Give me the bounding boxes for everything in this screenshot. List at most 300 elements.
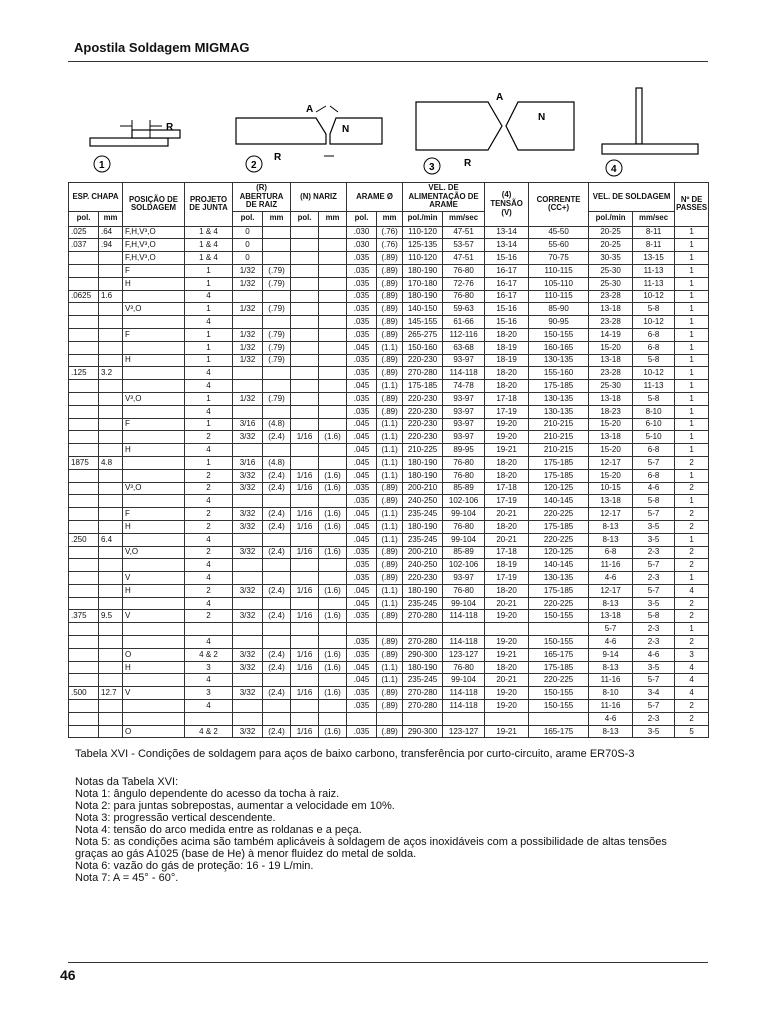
table-cell	[319, 392, 347, 405]
table-cell: .035	[347, 610, 377, 623]
table-cell: (1.6)	[319, 482, 347, 495]
table-cell: 13-18	[589, 354, 633, 367]
table-cell: 18-23	[589, 405, 633, 418]
table-cell: 270-280	[403, 610, 443, 623]
table-cell: (2.4)	[263, 610, 291, 623]
table-cell: 3	[675, 648, 709, 661]
table-cell	[291, 456, 319, 469]
table-cell	[291, 392, 319, 405]
table-cell: 210-215	[529, 431, 589, 444]
table-cell: 6-8	[633, 341, 675, 354]
table-cell: 220-225	[529, 674, 589, 687]
table-cell: V³,O	[123, 482, 185, 495]
table-cell: 10-12	[633, 367, 675, 380]
table-cell: 170-180	[403, 277, 443, 290]
table-cell: 3/32	[233, 546, 263, 559]
table-cell: 93-97	[443, 431, 485, 444]
table-cell: 1	[675, 239, 709, 252]
table-cell: 175-185	[403, 380, 443, 393]
table-cell: 4.8	[99, 456, 123, 469]
table-cell: 175-185	[529, 661, 589, 674]
table-cell: 5-8	[633, 303, 675, 316]
table-cell: .045	[347, 533, 377, 546]
table-cell: 1/16	[291, 687, 319, 700]
table-cell: 4	[185, 405, 233, 418]
table-cell	[69, 648, 99, 661]
table-cell: (2.4)	[263, 725, 291, 738]
table-cell: 175-185	[529, 469, 589, 482]
table-cell	[69, 495, 99, 508]
table-cell	[69, 392, 99, 405]
table-cell: 4	[185, 444, 233, 457]
table-cell: 145-155	[403, 316, 443, 329]
table-cell: 2-3	[633, 636, 675, 649]
table-cell: (.89)	[377, 328, 403, 341]
table-cell: .035	[347, 290, 377, 303]
diagram-2-label-a: A	[306, 104, 314, 115]
table-cell: .035	[347, 572, 377, 585]
table-cell: .0625	[69, 290, 99, 303]
table-cell: 25-30	[589, 277, 633, 290]
table-cell: 1	[675, 341, 709, 354]
table-header-row	[69, 183, 709, 212]
table-cell	[69, 418, 99, 431]
table-cell: 11-16	[589, 700, 633, 713]
table-cell: 1	[675, 572, 709, 585]
table-row	[69, 341, 709, 354]
table-cell: 1/32	[233, 264, 263, 277]
table-cell: 150-155	[529, 700, 589, 713]
table-cell: 70-75	[529, 252, 589, 265]
diagram-2-label-n: N	[342, 124, 350, 135]
table-cell	[263, 495, 291, 508]
table-cell: 3/32	[233, 431, 263, 444]
table-cell	[99, 303, 123, 316]
table-cell: .045	[347, 444, 377, 457]
table-cell: 150-160	[403, 341, 443, 354]
table-cell	[319, 290, 347, 303]
subheader: pol./min	[403, 211, 443, 226]
table-cell	[69, 636, 99, 649]
table-row	[69, 623, 709, 636]
subheader: mm/sec	[633, 211, 675, 226]
table-row	[69, 508, 709, 521]
table-cell: 1	[675, 264, 709, 277]
table-cell: 180-190	[403, 290, 443, 303]
table-cell: (.89)	[377, 495, 403, 508]
table-cell	[99, 648, 123, 661]
table-cell	[123, 636, 185, 649]
table-cell	[263, 674, 291, 687]
table-cell: 93-97	[443, 354, 485, 367]
table-row	[69, 392, 709, 405]
table-cell: 3/32	[233, 725, 263, 738]
table-cell: .045	[347, 584, 377, 597]
table-cell: (1.6)	[319, 508, 347, 521]
table-cell	[185, 623, 233, 636]
table-cell: 1/32	[233, 277, 263, 290]
subheader: pol.	[233, 211, 263, 226]
table-cell	[69, 316, 99, 329]
table-cell: 4	[185, 367, 233, 380]
table-cell: 3/32	[233, 584, 263, 597]
table-cell	[291, 328, 319, 341]
table-cell: 130-135	[529, 405, 589, 418]
table-cell: .035	[347, 328, 377, 341]
table-cell: 23-28	[589, 367, 633, 380]
table-cell: .035	[347, 392, 377, 405]
table-cell: 1	[675, 277, 709, 290]
table-cell	[291, 252, 319, 265]
table-cell	[319, 674, 347, 687]
table-cell: 1 & 4	[185, 252, 233, 265]
table-cell	[263, 597, 291, 610]
table-cell: (.89)	[377, 277, 403, 290]
table-cell: 15-20	[589, 418, 633, 431]
table-caption: Tabela XVI - Condições de soldagem para aços de baixo carbono, transferência por curto-circuito, arame ER70S-3	[75, 748, 635, 760]
table-cell	[233, 533, 263, 546]
table-cell	[99, 444, 123, 457]
table-row	[69, 559, 709, 572]
table-row	[69, 444, 709, 457]
table-cell: 30-35	[589, 252, 633, 265]
table-cell	[123, 380, 185, 393]
table-row	[69, 533, 709, 546]
table-cell	[319, 252, 347, 265]
table-cell: (.89)	[377, 636, 403, 649]
table-cell: 10-12	[633, 290, 675, 303]
table-cell: 2	[675, 482, 709, 495]
table-cell	[291, 367, 319, 380]
table-cell	[233, 597, 263, 610]
table-cell: 123-127	[443, 725, 485, 738]
table-cell	[233, 636, 263, 649]
table-cell: 5-7	[633, 700, 675, 713]
table-cell: .035	[347, 559, 377, 572]
table-cell: 18-20	[485, 520, 529, 533]
table-cell	[263, 444, 291, 457]
table-cell	[233, 623, 263, 636]
table-cell	[291, 533, 319, 546]
table-cell: 120-125	[529, 482, 589, 495]
table-row	[69, 636, 709, 649]
table-cell: (1.6)	[319, 610, 347, 623]
table-cell	[123, 623, 185, 636]
table-cell: 1	[675, 469, 709, 482]
table-cell	[291, 700, 319, 713]
table-cell: 1	[185, 341, 233, 354]
table-cell	[123, 316, 185, 329]
table-cell: 10-12	[633, 316, 675, 329]
table-cell: (1.1)	[377, 533, 403, 546]
table-cell: 12-17	[589, 584, 633, 597]
table-cell: 85-90	[529, 303, 589, 316]
table-cell: .035	[347, 700, 377, 713]
subheader: mm	[319, 211, 347, 226]
table-cell: (2.4)	[263, 661, 291, 674]
table-cell: 2	[185, 520, 233, 533]
table-cell	[263, 405, 291, 418]
table-row	[69, 712, 709, 725]
table-cell: H	[123, 520, 185, 533]
table-cell: H	[123, 584, 185, 597]
table-cell	[319, 444, 347, 457]
header-posicao: POSIÇÃO DE SOLDAGEM	[123, 183, 185, 227]
table-row	[69, 328, 709, 341]
subheader: pol.	[69, 211, 99, 226]
table-cell	[99, 520, 123, 533]
table-cell: .035	[347, 687, 377, 700]
table-cell: 2	[185, 482, 233, 495]
table-cell: (1.1)	[377, 341, 403, 354]
table-cell	[99, 674, 123, 687]
table-cell	[69, 252, 99, 265]
table-cell: 20-25	[589, 226, 633, 239]
table-cell: 6.4	[99, 533, 123, 546]
table-cell	[233, 367, 263, 380]
table-cell: 270-280	[403, 367, 443, 380]
table-cell: 4	[185, 572, 233, 585]
table-cell: 11-13	[633, 264, 675, 277]
table-cell: 1	[675, 533, 709, 546]
table-cell: 4-6	[633, 648, 675, 661]
table-row	[69, 661, 709, 674]
table-cell: (.89)	[377, 405, 403, 418]
table-row	[69, 290, 709, 303]
table-row	[69, 572, 709, 585]
table-cell: 150-155	[529, 328, 589, 341]
table-cell: 290-300	[403, 648, 443, 661]
table-cell	[319, 405, 347, 418]
table-cell	[123, 597, 185, 610]
table-cell: 15-20	[589, 469, 633, 482]
table-cell	[291, 277, 319, 290]
table-cell: V	[123, 572, 185, 585]
table-row	[69, 610, 709, 623]
table-cell	[233, 290, 263, 303]
table-cell	[319, 572, 347, 585]
table-row	[69, 546, 709, 559]
table-cell	[291, 572, 319, 585]
table-cell: 110-120	[403, 252, 443, 265]
table-cell: .045	[347, 597, 377, 610]
table-cell: 20-21	[485, 533, 529, 546]
table-cell	[319, 277, 347, 290]
table-cell: 17-19	[485, 495, 529, 508]
table-cell: 3/32	[233, 687, 263, 700]
table-cell: 1/32	[233, 392, 263, 405]
table-cell: 6-8	[633, 444, 675, 457]
table-cell: 165-175	[529, 648, 589, 661]
table-cell: 20-21	[485, 674, 529, 687]
table-cell: .035	[347, 354, 377, 367]
diagram-1-lap-joint	[90, 120, 180, 172]
table-cell: 20-25	[589, 239, 633, 252]
table-cell: H	[123, 444, 185, 457]
note-line: Nota 6: vazão do gás de proteção: 16 - 19 L/min.	[75, 860, 314, 872]
table-cell: 8-13	[589, 597, 633, 610]
table-cell: (2.4)	[263, 482, 291, 495]
table-cell	[377, 623, 403, 636]
table-cell	[99, 392, 123, 405]
table-cell: .035	[347, 495, 377, 508]
table-cell: 4	[185, 559, 233, 572]
table-cell	[319, 418, 347, 431]
table-cell: 4	[675, 687, 709, 700]
table-cell	[69, 328, 99, 341]
table-cell	[291, 303, 319, 316]
table-cell: 90-95	[529, 316, 589, 329]
table-cell: 1/32	[233, 328, 263, 341]
table-cell: 2	[185, 584, 233, 597]
table-row	[69, 277, 709, 290]
table-cell: 1	[675, 405, 709, 418]
table-cell: (.89)	[377, 610, 403, 623]
table-cell: 2	[185, 546, 233, 559]
table-cell: 180-190	[403, 264, 443, 277]
table-cell: (.79)	[263, 303, 291, 316]
table-cell	[291, 239, 319, 252]
table-cell	[319, 239, 347, 252]
table-cell: 220-225	[529, 533, 589, 546]
table-notes	[75, 776, 715, 884]
table-cell	[319, 303, 347, 316]
table-cell: 180-190	[403, 584, 443, 597]
table-cell: 13-18	[589, 610, 633, 623]
table-row	[69, 264, 709, 277]
table-cell: 175-185	[529, 520, 589, 533]
table-cell: (.79)	[263, 392, 291, 405]
table-cell: V	[123, 687, 185, 700]
table-row	[69, 367, 709, 380]
table-cell: (1.6)	[319, 584, 347, 597]
table-row	[69, 520, 709, 533]
table-cell: 1 & 4	[185, 239, 233, 252]
table-cell: 99-104	[443, 674, 485, 687]
table-cell: H	[123, 277, 185, 290]
table-cell	[319, 559, 347, 572]
table-cell: .035	[347, 648, 377, 661]
table-cell	[123, 456, 185, 469]
table-row	[69, 584, 709, 597]
table-cell: (.89)	[377, 290, 403, 303]
table-cell	[123, 495, 185, 508]
table-cell: 15-20	[589, 341, 633, 354]
table-cell: 1	[675, 367, 709, 380]
table-cell	[233, 380, 263, 393]
table-cell: (1.6)	[319, 648, 347, 661]
table-cell: 17-19	[485, 405, 529, 418]
table-cell: 210-225	[403, 444, 443, 457]
table-row	[69, 405, 709, 418]
table-cell: 8-10	[633, 405, 675, 418]
table-cell	[291, 495, 319, 508]
table-cell: 4	[185, 597, 233, 610]
table-cell: 13-18	[589, 431, 633, 444]
table-cell: 99-104	[443, 533, 485, 546]
table-cell: (1.6)	[319, 431, 347, 444]
table-cell: 76-80	[443, 456, 485, 469]
table-cell: 1/16	[291, 584, 319, 597]
table-cell	[319, 533, 347, 546]
table-cell: (1.6)	[319, 661, 347, 674]
table-cell: .64	[99, 226, 123, 239]
table-cell	[291, 264, 319, 277]
table-cell	[347, 712, 377, 725]
diagram-3-label-a: A	[496, 92, 504, 103]
table-row	[69, 597, 709, 610]
table-cell	[99, 597, 123, 610]
table-cell: 2	[675, 520, 709, 533]
diagram-2-number: 2	[251, 160, 257, 171]
table-cell: 270-280	[403, 687, 443, 700]
header-vel-sold: VEL. DE SOLDAGEM	[589, 183, 675, 212]
document-header: Apostila Soldagem MIGMAG	[74, 40, 250, 55]
table-cell: 5-7	[633, 674, 675, 687]
subheader: pol./min	[589, 211, 633, 226]
table-cell: 1	[675, 316, 709, 329]
table-cell: 5-8	[633, 495, 675, 508]
table-cell	[123, 431, 185, 444]
diagram-3-label-n: N	[538, 112, 546, 123]
table-cell	[291, 597, 319, 610]
table-cell: (1.6)	[319, 725, 347, 738]
table-cell: 1	[185, 456, 233, 469]
table-cell	[99, 341, 123, 354]
table-cell	[69, 380, 99, 393]
table-cell	[291, 290, 319, 303]
table-row	[69, 687, 709, 700]
table-cell: 5-8	[633, 610, 675, 623]
table-cell: 3/32	[233, 508, 263, 521]
table-cell: 17-18	[485, 482, 529, 495]
table-cell: 1	[675, 418, 709, 431]
table-cell	[123, 700, 185, 713]
diagram-3-double-v-joint	[416, 92, 574, 174]
table-cell: 19-20	[485, 636, 529, 649]
table-cell	[69, 725, 99, 738]
table-cell: 3.2	[99, 367, 123, 380]
diagram-1-number: 1	[99, 160, 105, 171]
table-cell: (.79)	[263, 264, 291, 277]
table-cell	[99, 712, 123, 725]
table-cell: 150-155	[529, 636, 589, 649]
table-cell: (4.8)	[263, 418, 291, 431]
table-cell: 1/16	[291, 725, 319, 738]
table-cell	[69, 303, 99, 316]
table-cell: 19-20	[485, 610, 529, 623]
table-cell: .045	[347, 508, 377, 521]
table-cell: 16-17	[485, 277, 529, 290]
table-cell	[69, 405, 99, 418]
table-cell: 2	[675, 712, 709, 725]
table-body	[69, 226, 709, 738]
note-line: graças ao gás A1025 (base de He) à menor fluidez do metal de solda.	[75, 848, 417, 860]
table-cell: 180-190	[403, 661, 443, 674]
table-cell: 3-5	[633, 661, 675, 674]
table-cell	[99, 725, 123, 738]
table-cell: 155-160	[529, 367, 589, 380]
table-cell: 63-68	[443, 341, 485, 354]
table-cell	[291, 444, 319, 457]
table-cell	[99, 431, 123, 444]
table-cell: H	[123, 661, 185, 674]
table-cell: (1.1)	[377, 584, 403, 597]
table-cell	[233, 405, 263, 418]
table-cell: 25-30	[589, 380, 633, 393]
table-cell: 8-13	[589, 725, 633, 738]
diagram-4-t-joint	[602, 88, 698, 176]
